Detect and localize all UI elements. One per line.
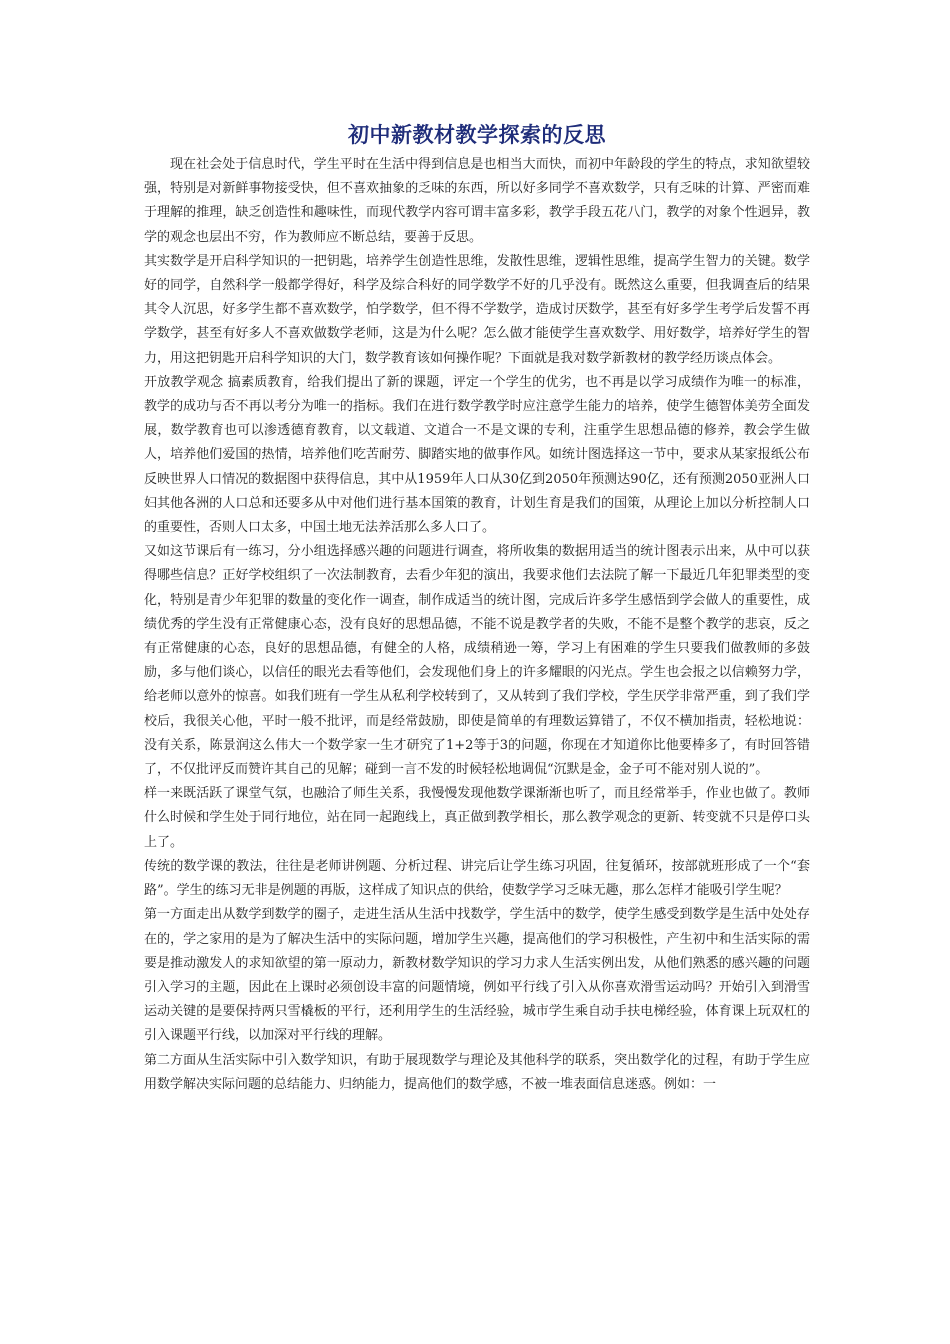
document-page [144,118,810,1097]
paragraph-open-teaching: 开放教学观念 搞素质教育，给我们提出了新的课题，评定一个学生的优劣，也不再是以学习成绩作为唯一的标准，教学的成功与否不再以考分为唯一的指标。我们在进行数学教学时应注意学生能力的培养，使学生德智体美劳全面发展，数学教育也可以渗透德育教育，以文载道、文道合一不是文课的专利，注重学生思想品德的修养，教会学生做人，培养他们爱国的热情，培养他们吃苦耐劳、脚踏实地的做事作风。如统计图选择这一节中，要求从某家报纸公布反映世界人口情况的数据图中获得信息，其中从1959年人口从30亿到2050年预测达90亿，还有预测2050亚洲人口妇其他各洲的人口总和还要多从中对他们进行基本国策的教育，计划生育是我们的国策，从理论上加以分析控制人口的重要性，否则人口太多，中国土地无法养活那么多人口了。 [144,374,810,536]
paragraph-first-aspect: 第一方面走出从数学到数学的圈子，走进生活从生活中找数学，学生活中的数学，使学生感受到数学是生活中处处存在的，学之家用的是为了解决生活中的实际问题，增加学生兴趣，提高他们的学习积极性，产生初中和生活实际的需要是推动激发人的求知欲望的第一原动力，新教材数学知识的学习力求人生活实例出发，从他们熟悉的感兴趣的问题引入学习的主题，因此在上课时必须创设丰富的问题情境，例如平行线了引入从你喜欢滑雪运动吗？开始引入到滑雪运动关键的是要保持两只雪橇板的平行，还利用学生的生活经验，城市学生乘自动手扶电梯经验，体育课上玩双杠的引入课题平行线，以加深对平行线的理解。 [144,907,810,1044]
paragraph-intro: 现在社会处于信息时代，学生平时在生活中得到信息是也相当大而快，而初中年龄段的学生的特点，求知欲望较强，特别是对新鲜事物接受快，但不喜欢抽象的乏味的东西，所以好多同学不喜欢数学，只有乏味的计算、严密而难于理解的推理，缺乏创造性和趣味性，而现代教学内容可谓丰富多彩，教学手段五花八门，教学的对象个性迥异，教学的观念也层出不穷，作为教师应不断总结，要善于反思。 [144,157,810,245]
paragraph-traditional-method: 传统的数学课的教法，往往是老师讲例题、分析过程、讲完后让学生练习巩固，往复循环，按部就班形成了一个“套路”。学生的练习无非是例题的再版，这样成了知识点的供给，使数学学习乏味无趣，那么怎样才能吸引学生呢？ [144,858,810,899]
paragraph-exercise-example: 又如这节课后有一练习，分小组选择感兴趣的问题进行调查，将所收集的数据用适当的统计图表示出来，从中可以获得哪些信息？正好学校组织了一次法制教育，去看少年犯的演出，我要求他们去法院了解一下最近几年犯罪类型的变化，特别是青少年犯罪的数量的变化作一调查，制作成适当的统计图，完成后许多学生感悟到学会做人的重要性，成绩优秀的学生没有正常健康心态，没有良好的思想品德，不能不说是教学者的失败，不能不是整个教学的悲哀，反之有正常健康的心态，良好的思想品德，有健全的人格，成绩稍逊一筹，学习上有困难的学生只要我们做教师的多鼓励，多与他们谈心，以信任的眼光去看等他们，会发现他们身上的许多耀眼的闪光点。学生也会报之以信赖努力学，给老师以意外的惊喜。如我们班有一学生从私利学校转到了，又从转到了我们学校，学生厌学非常严重，到了我们学校后，我很关心他，平时一般不批评，而是经常鼓励，即使是简单的有理数运算错了，不仅不横加指责，轻松地说：没有关系，陈景润这么伟大一个数学家一生才研究了1+2等于3的问题，你现在才知道你比他要棒多了，有时回答错了，不仅批评反而赞许其自己的见解；碰到一言不发的时候轻松地调侃“沉默是金，金子可不能对别人说的”。 [144,544,810,778]
paragraph-classroom-atmosphere: 样一来既活跃了课堂气氛，也融洽了师生关系，我慢慢发现他数学课渐渐也听了，而且经常举手，作业也做了。教师什么时候和学生处于同行地位，站在同一起跑线上，真正做到教学相长，那么教学观念的更新、转变就不只是停口头上了。 [144,786,810,850]
paragraph-second-aspect: 第二方面从生活实际中引入数学知识，有助于展现数学与理论及其他科学的联系，突出数学化的过程，有助于学生应用数学解决实际问题的总结能力、归纳能力，提高他们的数学感，不被一堆表面信息迷惑。例如：一 [144,1052,810,1092]
document-title: 初中新教材教学探索的反思 [348,123,606,147]
paragraph-math-key: 其实数学是开启科学知识的一把钥匙，培养学生创造性思维，发散性思维，逻辑性思维，提高学生智力的关键。数学好的同学，自然科学一般都学得好，科学及综合科好的同学数学不好的几乎没有。既然这么重要，但我调查后的结果其令人沉思，好多学生都不喜欢数学，怕学数学，但不得不学数学，造成讨厌数学，甚至有好多学生考学后发誓不再学数学，甚至有好多人不喜欢做数学老师，这是为什么呢？怎么做才能使学生喜欢数学、用好数学，培养好学生的智力，用这把钥匙开启科学知识的大门，数学教育该如何操作呢？下面就是我对数学新教材的教学经历谈点体会。 [144,253,810,366]
